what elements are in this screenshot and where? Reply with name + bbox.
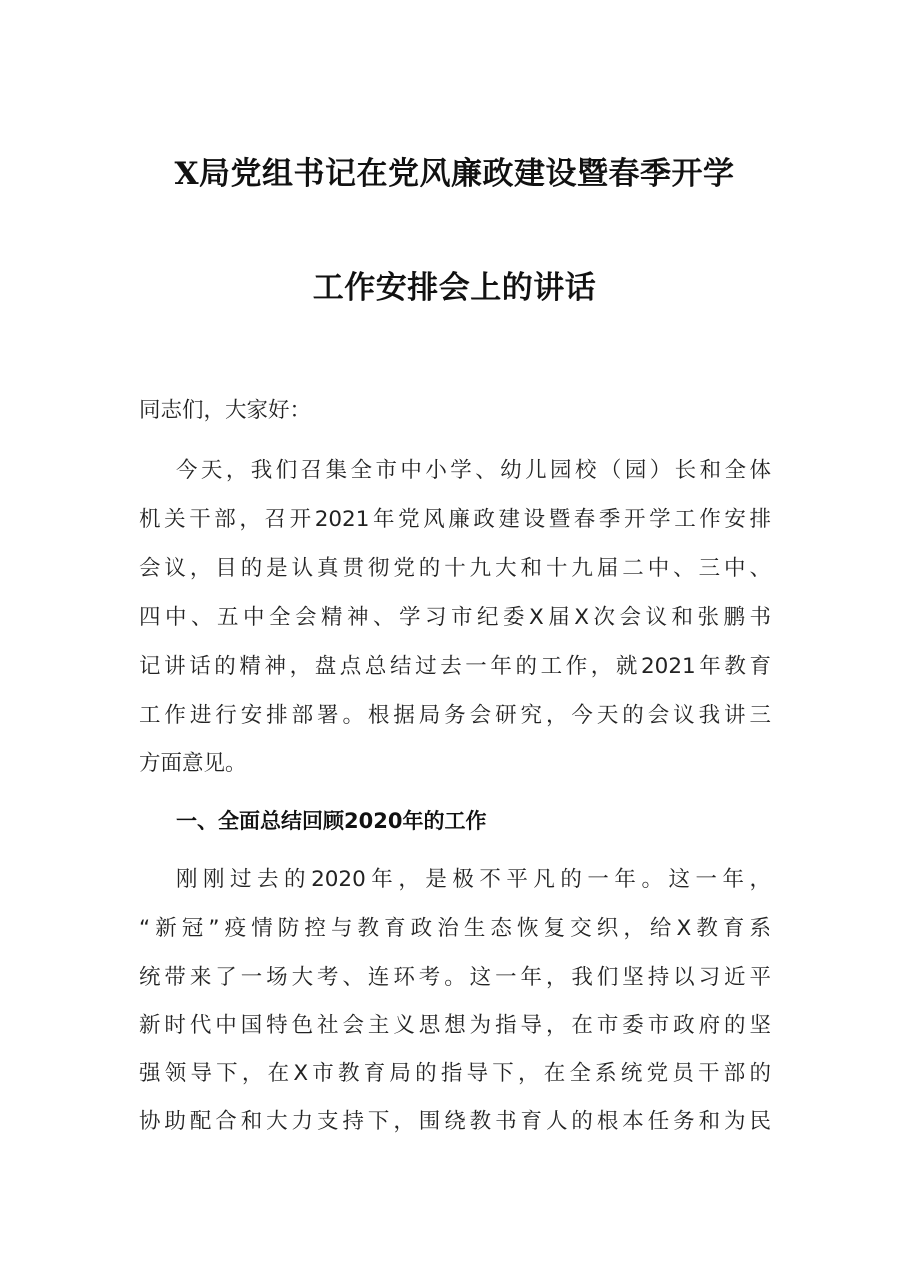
paragraph-line: 协助配合和大力支持下，围绕教书育人的根本任务和为民 <box>139 1109 771 1134</box>
paragraph-line: 四中、五中全会精神、学习市纪委X届X次会议和张鹏书 <box>139 605 771 630</box>
paragraph-line: 强领导下，在X市教育局的指导下，在全系统党员干部的 <box>139 1061 771 1086</box>
paragraph-line: 工作进行安排部署。根据局务会研究，今天的会议我讲三 <box>139 703 771 728</box>
section-heading: 一、全面总结回顾2020年的工作 <box>176 809 487 833</box>
greeting: 同志们，大家好： <box>139 398 312 423</box>
paragraph-line: 会议，目的是认真贯彻党的十九大和十九届二中、三中、 <box>139 556 771 581</box>
paragraph-line: 方面意见。 <box>139 751 247 776</box>
paragraph-line: 统带来了一场大考、连环考。这一年，我们坚持以习近平 <box>139 965 771 990</box>
document-title-line-1: X局党组书记在党风廉政建设暨春季开学 <box>174 156 735 192</box>
paragraph-line: 记讲话的精神，盘点总结过去一年的工作，就2021年教育 <box>139 654 771 679</box>
paragraph-line: 新时代中国特色社会主义思想为指导，在市委市政府的坚 <box>139 1013 771 1038</box>
document-title-line-2: 工作安排会上的讲话 <box>312 270 597 306</box>
paragraph-line: “新冠”疫情防控与教育政治生态恢复交织，给X教育系 <box>139 916 771 941</box>
paragraph-line: 今天，我们召集全市中小学、幼儿园校（园）长和全体 <box>176 458 771 483</box>
paragraph-line: 机关干部，召开2021年党风廉政建设暨春季开学工作安排 <box>139 507 771 532</box>
paragraph-line: 刚刚过去的2020年，是极不平凡的一年。这一年， <box>176 867 771 892</box>
